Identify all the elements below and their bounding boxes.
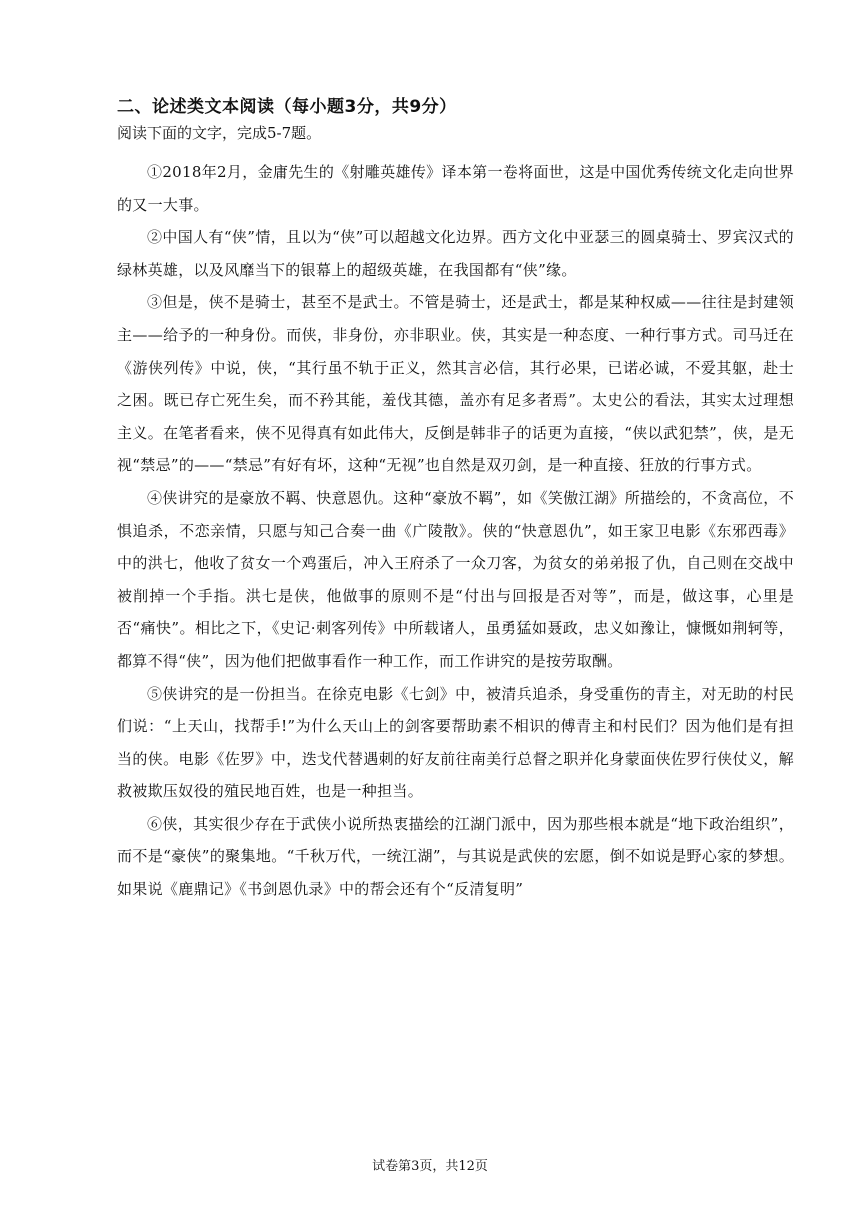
section-instruction: 阅读下面的文字，完成5-7题。 [117, 124, 322, 142]
paragraph-4: ④侠讲究的是豪放不羁、快意恩仇。这种“豪放不羁”，如《笑傲江湖》所描绘的，不贪高位，不惧追杀，不恋亲情，只愿与知己合奏一曲《广陵散》。侠的“快意恩仇”，如王家卫电影《东邪西毒》中的洪七，他收了贫女一个鸡蛋后，冲入王府杀了一众刀客，为贫女的弟弟报了仇，自己则在交战中被削掉一个手指。洪七是侠，他做事的原则不是“付出与回报是否对等”，而是，做这事，心里是否“痛快”。相比之下，《史记·刺客列传》中所载诸人，虽勇猛如聂政，忠义如豫让，慷慨如荆轲等，都算不得“侠”，因为他们把做事看作一种工作，而工作讲究的是按劳取酬。 [117, 488, 794, 670]
page-footer: 试卷第3页，共12页 [372, 1159, 488, 1174]
paragraph-2: ②中国人有“侠”情，且以为“侠”可以超越文化边界。西方文化中亚瑟三的圆桌骑士、罗宾汉式的绿林英雄，以及风靡当下的银幕上的超级英雄，在我国都有“侠”缘。 [117, 228, 794, 279]
paragraph-1: ①2018年2月，金庸先生的《射雕英雄传》译本第一卷将面世，这是中国优秀传统文化走向世界的又一大事。 [117, 163, 794, 214]
reading-section [117, 94, 794, 906]
paragraph-6: ⑥侠，其实很少存在于武侠小说所热衷描绘的江湖门派中，因为那些根本就是“地下政治组织”，而不是“豪侠”的聚集地。“千秋万代，一统江湖”，与其说是武侠的宏愿，倒不如说是野心家的梦想。如果说《鹿鼎记》《书剑恩仇录》中的帮会还有个“反清复明” [117, 814, 794, 899]
paragraph-3: ③但是，侠不是骑士，甚至不是武士。不管是骑士，还是武士，都是某种权威——往往是封建领主——给予的一种身份。而侠，非身份，亦非职业。侠，其实是一种态度、一种行事方式。司马迁在《游侠列传》中说，侠，“其行虽不轨于正义，然其言必信，其行必果，已诺必诚，不爱其躯，赴士之困。既已存亡死生矣，而不矜其能，羞伐其德，盖亦有足多者焉”。太史公的看法，其实太过理想主义。在笔者看来，侠不见得真有如此伟大，反倒是韩非子的话更为直接，“侠以武犯禁”，侠，是无视“禁忌”的——“禁忌”有好有坏，这种“无视”也自然是双刃剑，是一种直接、狂放的行事方式。 [117, 293, 794, 475]
section-title: 二、论述类文本阅读（每小题3分，共9分） [117, 97, 457, 117]
paragraph-5: ⑤侠讲究的是一份担当。在徐克电影《七剑》中，被清兵追杀，身受重伤的青主，对无助的村民们说：“上天山，找帮手!”为什么天山上的剑客要帮助素不相识的傅青主和村民们？因为他们是有担当的侠。电影《佐罗》中，迭戈代替遇刺的好友前往南美行总督之职并化身蒙面侠佐罗行侠仗义，解救被欺压奴役的殖民地百姓，也是一种担当。 [117, 684, 794, 801]
